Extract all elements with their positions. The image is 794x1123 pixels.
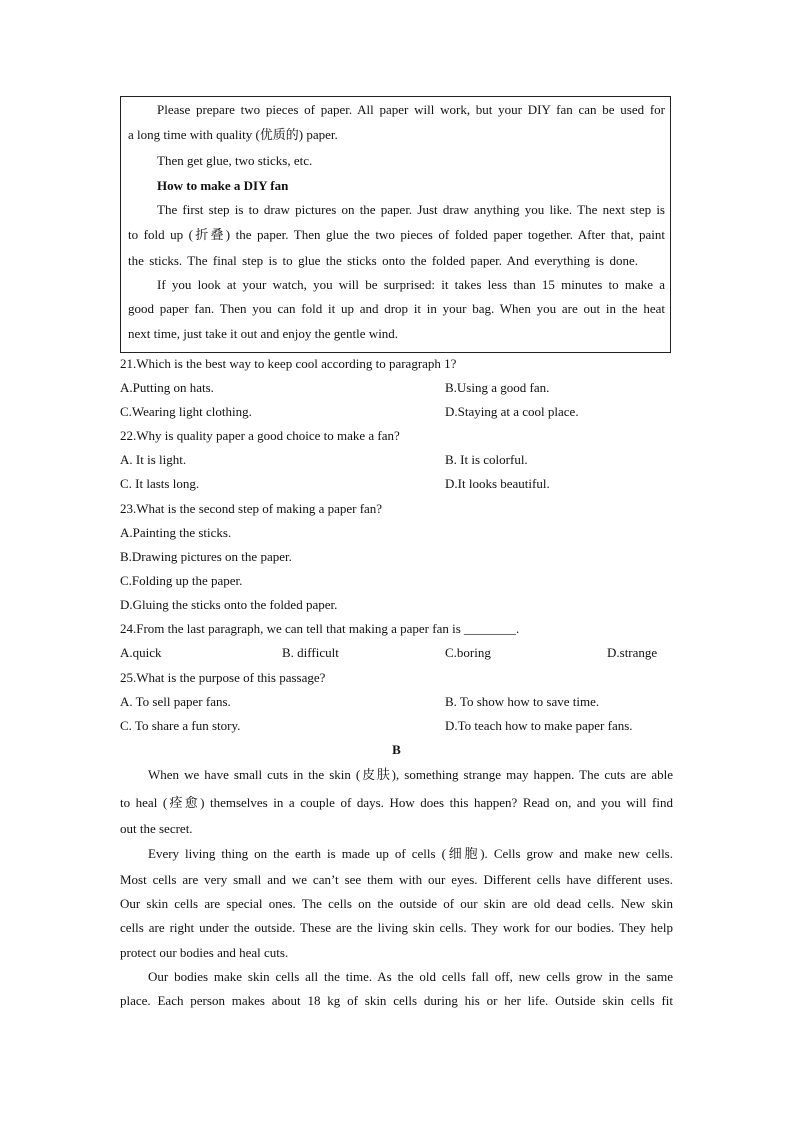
- passage-paragraph-2: Then get glue, two sticks, etc.: [157, 153, 313, 168]
- question-24-option-a: A.quick: [120, 645, 162, 660]
- passage-paragraph-4-line-1: If you look at your watch, you will be surprised: it takes less than 15 minutes to make a: [157, 277, 665, 292]
- question-23-option-a: A.Painting the sticks.: [120, 525, 232, 540]
- section-b-paragraph-1-line-2: to heal (痊愈) themselves in a couple of days. How does this happen? Read on, and you will find: [120, 795, 673, 810]
- section-b-paragraph-3-line-2: place. Each person makes about 18 kg of skin cells during his or her life. Outside skin cells fit: [120, 993, 673, 1008]
- question-21-stem: 21.Which is the best way to keep cool according to paragraph 1?: [120, 356, 457, 371]
- section-b-paragraph-3-line-1: Our bodies make skin cells all the time. As the old cells fall off, new cells grow in the same: [148, 969, 673, 984]
- section-b-paragraph-1-line-3: out the secret.: [120, 821, 193, 836]
- passage-paragraph-4-line-2: good paper fan. Then you can fold it up and drop it in your bag. When you are out in the heat: [128, 301, 665, 316]
- section-b-title: B: [392, 742, 401, 757]
- question-22-option-d: D.It looks beautiful.: [445, 476, 550, 491]
- passage-paragraph-1-line-2: a long time with quality (优质的) paper.: [128, 127, 338, 142]
- question-21-option-b: B.Using a good fan.: [445, 380, 550, 395]
- question-25-option-a: A. To sell paper fans.: [120, 694, 231, 709]
- question-24-option-c: C.boring: [445, 645, 491, 660]
- question-25-option-b: B. To show how to save time.: [445, 694, 600, 709]
- question-24-stem: 24.From the last paragraph, we can tell that making a paper fan is ________.: [120, 621, 520, 636]
- question-21-option-c: C.Wearing light clothing.: [120, 404, 252, 419]
- section-b-paragraph-2-line-5: protect our bodies and heal cuts.: [120, 945, 289, 960]
- question-22-option-c: C. It lasts long.: [120, 476, 200, 491]
- section-b-paragraph-2-line-2: Most cells are very small and we can’t see them with our eyes. Different cells have different uses.: [120, 872, 673, 887]
- question-25-stem: 25.What is the purpose of this passage?: [120, 670, 326, 685]
- question-25-option-d: D.To teach how to make paper fans.: [445, 718, 633, 733]
- question-23-stem: 23.What is the second step of making a paper fan?: [120, 501, 383, 516]
- passage-paragraph-4-line-3: next time, just take it out and enjoy the gentle wind.: [128, 326, 399, 341]
- section-b-paragraph-2-line-1: Every living thing on the earth is made up of cells (细胞). Cells grow and make new cells.: [148, 846, 673, 861]
- passage-paragraph-3-line-2: to fold up (折叠) the paper. Then glue the two pieces of folded paper together. After that, paint: [128, 227, 665, 242]
- section-b-paragraph-1-line-1: When we have small cuts in the skin (皮肤), something strange may happen. The cuts are able: [148, 767, 673, 782]
- question-22-option-b: B. It is colorful.: [445, 452, 528, 467]
- question-22-option-a: A. It is light.: [120, 452, 187, 467]
- question-23-option-c: C.Folding up the paper.: [120, 573, 243, 588]
- question-23-option-b: B.Drawing pictures on the paper.: [120, 549, 292, 564]
- question-24-option-d: D.strange: [607, 645, 658, 660]
- question-21-option-a: A.Putting on hats.: [120, 380, 214, 395]
- section-b-paragraph-2-line-4: cells are right under the outside. These are the living skin cells. They work for our bodies. They help: [120, 920, 673, 935]
- passage-paragraph-3-line-3: the sticks. The final step is to glue the sticks onto the folded paper. And everything is done.: [128, 253, 638, 268]
- question-25-option-c: C. To share a fun story.: [120, 718, 241, 733]
- question-23-option-d: D.Gluing the sticks onto the folded paper.: [120, 597, 338, 612]
- question-22-stem: 22.Why is quality paper a good choice to make a fan?: [120, 428, 400, 443]
- question-24-option-b: B. difficult: [282, 645, 339, 660]
- section-b-paragraph-2-line-3: Our skin cells are special ones. The cells on the outside of our skin are old dead cells. New skin: [120, 896, 673, 911]
- question-21-option-d: D.Staying at a cool place.: [445, 404, 579, 419]
- passage-paragraph-1-line-1: Please prepare two pieces of paper. All paper will work, but your DIY fan can be used for: [157, 102, 665, 117]
- passage-heading: How to make a DIY fan: [157, 178, 289, 193]
- passage-paragraph-3-line-1: The first step is to draw pictures on the paper. Just draw anything you like. The next step is: [157, 202, 665, 217]
